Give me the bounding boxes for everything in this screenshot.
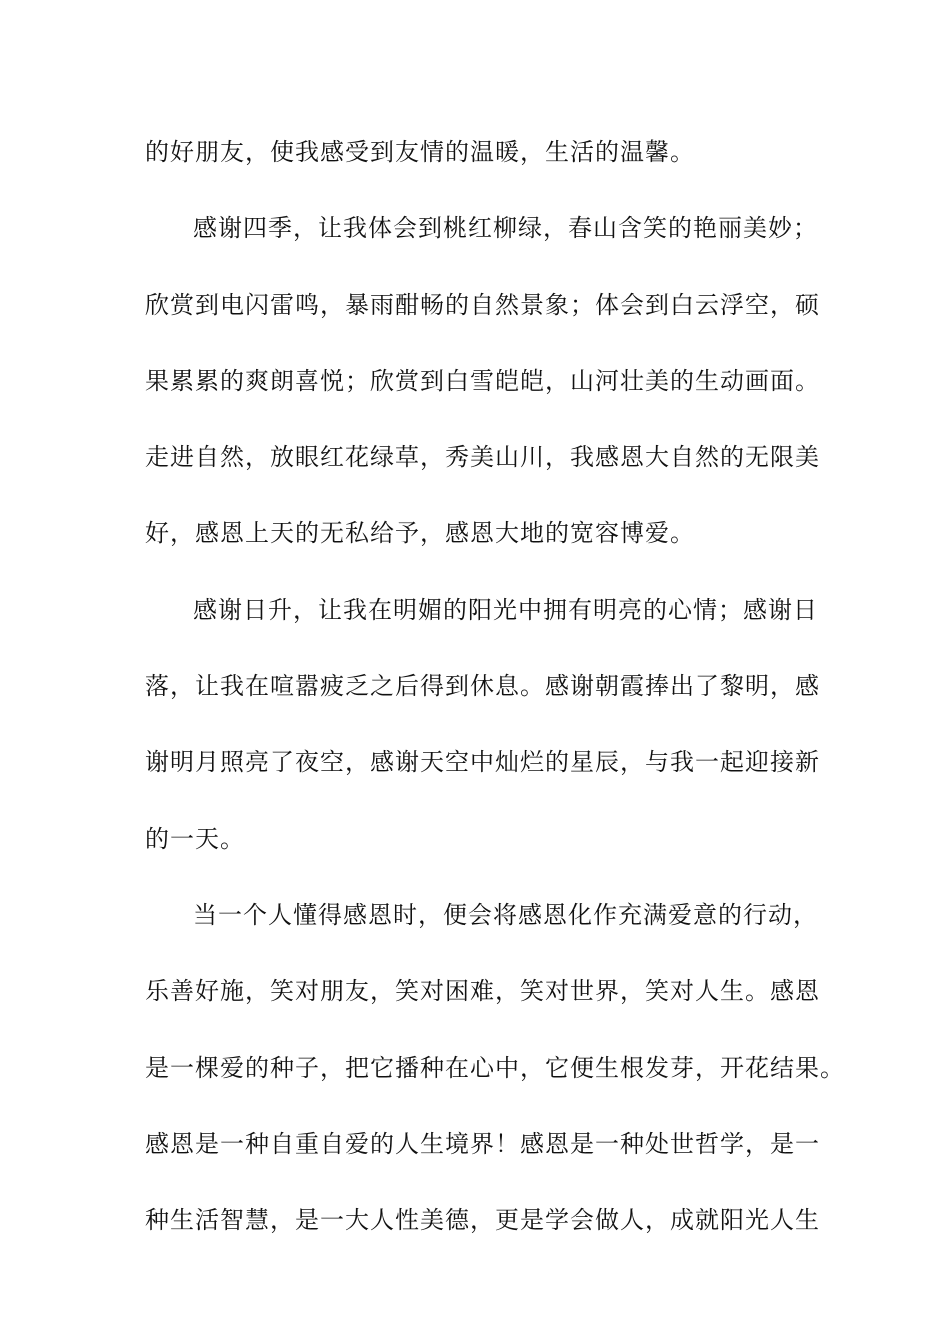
- text-line: 乐善好施，笑对朋友，笑对困难，笑对世界，笑对人生。感恩: [145, 977, 820, 1006]
- text-line: 的好朋友，使我感受到友情的温暖，生活的温馨。: [145, 138, 695, 166]
- text-line: 谢明月照亮了夜空，感谢天空中灿烂的星辰，与我一起迎接新: [145, 748, 820, 777]
- text-line: 欣赏到电闪雷鸣，暴雨酣畅的自然景象；体会到白云浮空，硕: [145, 290, 820, 319]
- text-line: 是一棵爱的种子，把它播种在心中，它便生根发芽，开花结果。: [145, 1053, 845, 1082]
- text-line: 果累累的爽朗喜悦；欣赏到白雪皑皑，山河壮美的生动画面。: [145, 366, 820, 395]
- paragraph-first-line: 当一个人懂得感恩时，便会将感恩化作充满爱意的行动，: [193, 900, 818, 929]
- text-line: 感恩是一种自重自爱的人生境界！感恩是一种处世哲学，是一: [145, 1129, 820, 1158]
- text-line: 落，让我在喧嚣疲乏之后得到休息。感谢朝霞捧出了黎明，感: [145, 672, 820, 701]
- text-line: 走进自然，放眼红花绿草，秀美山川，我感恩大自然的无限美: [145, 443, 820, 472]
- text-line: 种生活智慧，是一大人性美德，更是学会做人，成就阳光人生: [145, 1206, 820, 1235]
- text-line: 好，感恩上天的无私给予，感恩大地的宽容博爱。: [145, 519, 695, 548]
- text-line: 的一天。: [145, 824, 245, 853]
- paragraph-first-line: 感谢四季，让我体会到桃红柳绿，春山含笑的艳丽美妙；: [193, 214, 818, 243]
- paragraph-first-line: 感谢日升，让我在明媚的阳光中拥有明亮的心情；感谢日: [193, 595, 818, 624]
- document-body: [145, 128, 845, 1272]
